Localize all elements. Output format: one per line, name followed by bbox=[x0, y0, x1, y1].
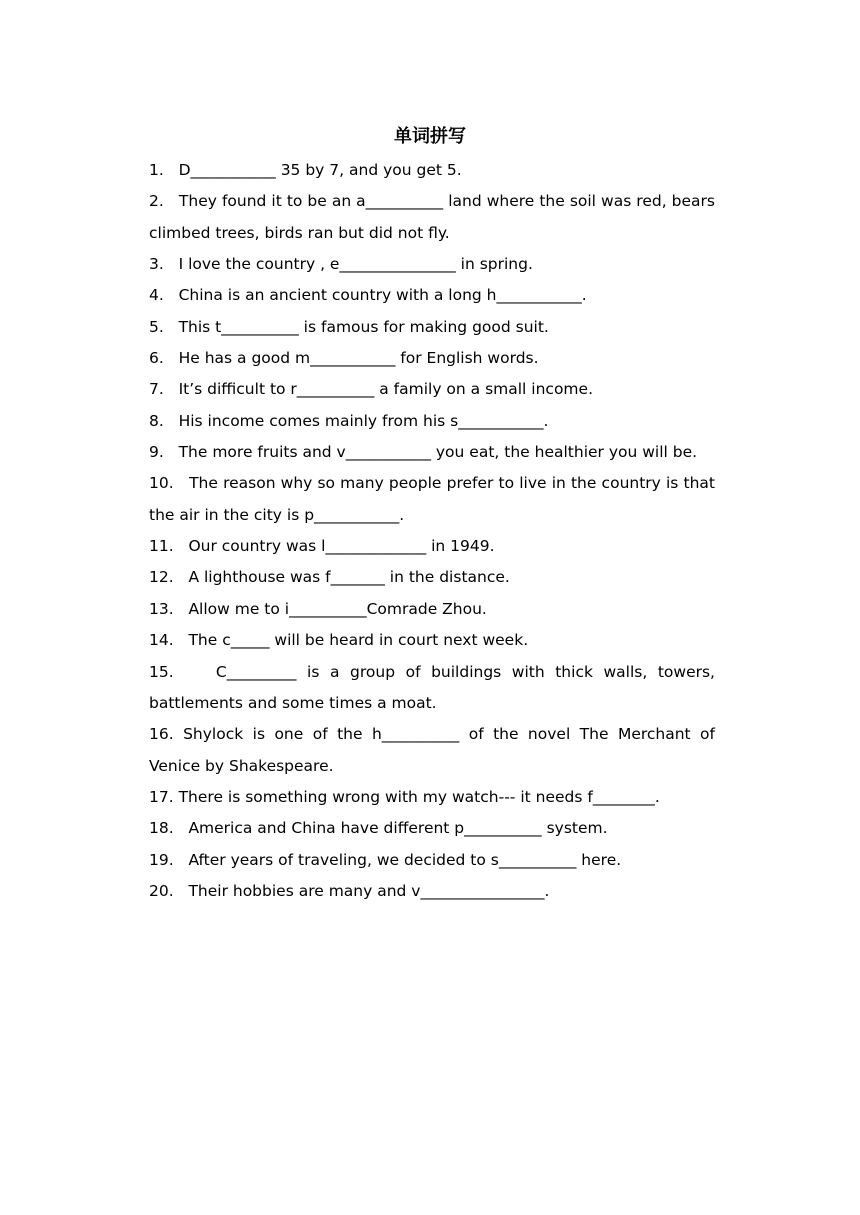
question-text: Allow me to i__________Comrade Zhou. bbox=[188, 599, 487, 618]
question-number: 17. bbox=[149, 787, 174, 806]
question-text: It’s difficult to r__________ a family on a small income. bbox=[178, 380, 593, 399]
question-item bbox=[149, 531, 715, 562]
question-text: D___________ 35 by 7, and you get 5. bbox=[178, 161, 462, 179]
question-item bbox=[149, 813, 715, 844]
question-text: The c_____ will be heard in court next week. bbox=[188, 631, 529, 650]
question-list bbox=[149, 155, 715, 907]
question-text: C_________ is a group of buildings with thick walls, towers, battlements and some times a moat. bbox=[149, 662, 715, 712]
question-text: He has a good m___________ for English words. bbox=[178, 349, 539, 368]
question-item bbox=[149, 186, 715, 249]
question-number: 3. bbox=[149, 255, 164, 274]
question-number: 20. bbox=[149, 881, 174, 900]
question-number: 19. bbox=[149, 850, 174, 869]
question-item bbox=[149, 719, 715, 782]
question-item bbox=[149, 782, 715, 813]
question-number: 12. bbox=[149, 568, 174, 587]
question-text: Their hobbies are many and v________________. bbox=[188, 881, 550, 900]
question-text: There is something wrong with my watch--- it needs f________. bbox=[178, 787, 660, 806]
question-text: A lighthouse was f_______ in the distance. bbox=[188, 568, 510, 587]
question-number: 6. bbox=[149, 349, 164, 368]
question-number: 9. bbox=[149, 443, 164, 462]
question-text: Our country was l_____________ in 1949. bbox=[188, 537, 495, 556]
question-item bbox=[149, 468, 715, 531]
question-text: The more fruits and v___________ you eat, the healthier you will be. bbox=[178, 443, 698, 462]
question-number: 11. bbox=[149, 537, 174, 556]
question-number: 10. bbox=[149, 474, 174, 493]
question-item bbox=[149, 249, 715, 280]
question-text: His income comes mainly from his s___________. bbox=[178, 411, 549, 430]
question-item bbox=[149, 280, 715, 311]
question-text: The reason why so many people prefer to live in the country is that the air in the city is p___________. bbox=[149, 474, 715, 524]
question-item bbox=[149, 625, 715, 656]
question-number: 18. bbox=[149, 819, 174, 838]
question-item bbox=[149, 437, 715, 468]
question-item bbox=[149, 374, 715, 405]
question-text: America and China have different p__________ system. bbox=[188, 819, 608, 838]
question-item bbox=[149, 657, 715, 720]
question-number: 13. bbox=[149, 599, 174, 618]
question-number: 2. bbox=[149, 192, 164, 211]
question-item bbox=[149, 845, 715, 876]
question-item bbox=[149, 594, 715, 625]
question-text: After years of traveling, we decided to s__________ here. bbox=[188, 850, 622, 869]
question-item bbox=[149, 155, 715, 186]
question-text: This t__________ is famous for making good suit. bbox=[178, 317, 549, 336]
question-number: 7. bbox=[149, 380, 164, 399]
question-number: 14. bbox=[149, 631, 174, 650]
page-title: 单词拼写 bbox=[394, 126, 466, 147]
question-text: China is an ancient country with a long h___________. bbox=[178, 286, 587, 305]
question-text: I love the country , e_______________ in spring. bbox=[178, 255, 533, 274]
question-number: 15. bbox=[149, 662, 174, 681]
question-number: 8. bbox=[149, 411, 164, 430]
question-text: They found it to be an a__________ land where the soil was red, bears climbed trees, birds ran but did not fly. bbox=[149, 192, 715, 242]
question-number: 4. bbox=[149, 286, 164, 305]
question-text: Shylock is one of the h__________ of the novel The Merchant of Venice by Shakespeare. bbox=[149, 725, 715, 775]
question-item bbox=[149, 562, 715, 593]
question-number: 5. bbox=[149, 317, 164, 336]
question-number: 1. bbox=[149, 161, 164, 179]
question-number: 16. bbox=[149, 725, 174, 744]
question-item bbox=[149, 406, 715, 437]
question-item bbox=[149, 876, 715, 907]
question-item bbox=[149, 312, 715, 343]
question-item bbox=[149, 343, 715, 374]
